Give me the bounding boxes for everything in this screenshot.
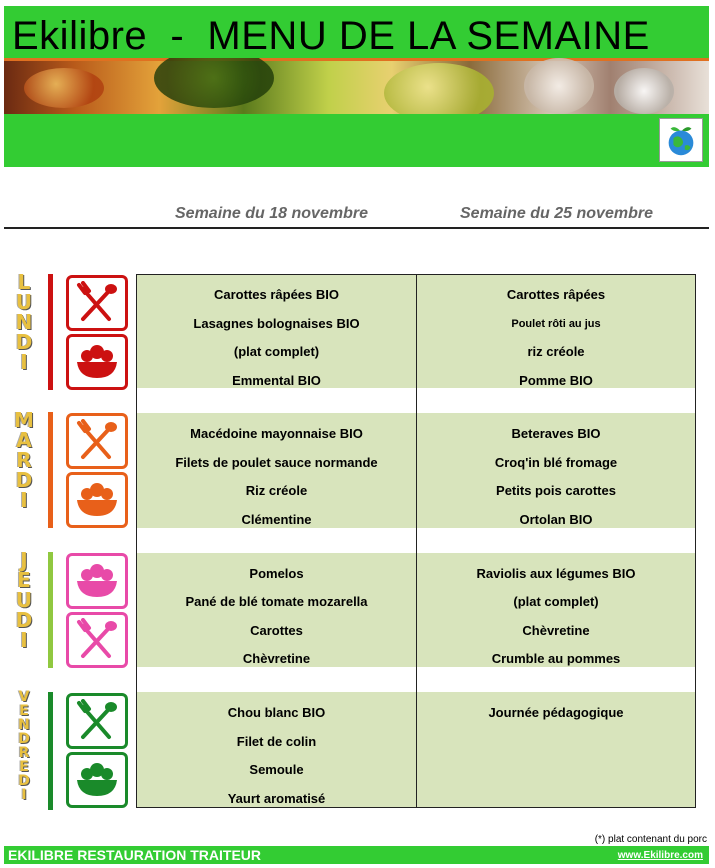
menu-cell-week2 [417,275,695,388]
fork-spoon-icon [66,275,128,331]
menu-cell-week2 [417,692,695,807]
food-bowl-icon [66,752,128,808]
footnote: (*) plat contenant du porc [594,834,707,845]
earth-leaf-logo-icon [659,118,703,162]
dish: Semoule [249,762,304,777]
dish: Pomme BIO [519,373,593,388]
dish: Pané de blé tomate mozarella [185,594,368,609]
dish: Journée pédagogique [488,705,624,720]
food-banner-image [4,58,709,114]
dish: Croq'in blé fromage [494,455,618,470]
dish: Carottes râpées [506,287,606,302]
dish: Crumble au pommes [491,651,621,666]
fork-spoon-icon [66,612,128,668]
dish: Lasagnes bolognaises BIO [193,316,360,331]
footer-website-link[interactable]: www.Ekilibre.com [617,850,703,861]
menu-cell-week1 [137,692,416,807]
dish: riz créole [527,344,585,359]
menu-cell-week1 [137,413,416,528]
header-divider [4,227,709,229]
dish: Petits pois carottes [496,483,616,498]
day-label-jeudi: J E U D I [4,550,136,670]
dish: Yaurt aromatisé [227,791,326,806]
column-divider [416,274,417,808]
dish: Macédoine mayonnaise BIO [190,426,363,441]
header-bar [4,6,709,58]
page-title: Ekilibre - MENU DE LA SEMAINE [12,14,650,58]
day-label-lundi: L U N D I [4,272,136,392]
dish: (plat complet) [513,594,599,609]
week-header-1: Semaine du 18 novembre [175,205,368,222]
food-bowl-icon [66,472,128,528]
dish: Carottes [250,623,303,638]
dish: Pomelos [249,566,304,581]
menu-cell-week1 [137,553,416,667]
day-label-mardi: M A R D I [4,410,136,530]
dish: Riz créole [245,483,308,498]
menu-cell-week1 [137,275,416,388]
day-label-vendredi: V E N D R E D I [4,690,136,812]
dish: Emmental BIO [232,373,321,388]
week-header-2: Semaine du 25 novembre [460,205,653,222]
dish: Filets de poulet sauce normande [175,455,378,470]
fork-spoon-icon [66,693,128,749]
food-bowl-icon [66,334,128,390]
dish: Chèvretine [522,623,590,638]
dish: Poulet rôti au jus [511,318,601,330]
dish: Beteraves BIO [511,426,601,441]
dish: Carottes râpées BIO [214,287,339,302]
menu-cell-week2 [417,553,695,667]
green-band [4,114,709,167]
footer-bar [4,846,709,864]
dish: Raviolis aux légumes BIO [476,566,636,581]
footer-company-name: EKILIBRE RESTAURATION TRAITEUR [8,847,262,863]
dish: Chèvretine [242,651,311,666]
dish: Ortolan BIO [519,512,593,527]
dish: Clémentine [241,512,312,527]
fork-spoon-icon [66,413,128,469]
food-bowl-icon [66,553,128,609]
dish: Filet de colin [236,734,317,749]
dish: (plat complet) [233,344,320,359]
dish: Chou blanc BIO [227,705,326,720]
menu-cell-week2 [417,413,695,528]
